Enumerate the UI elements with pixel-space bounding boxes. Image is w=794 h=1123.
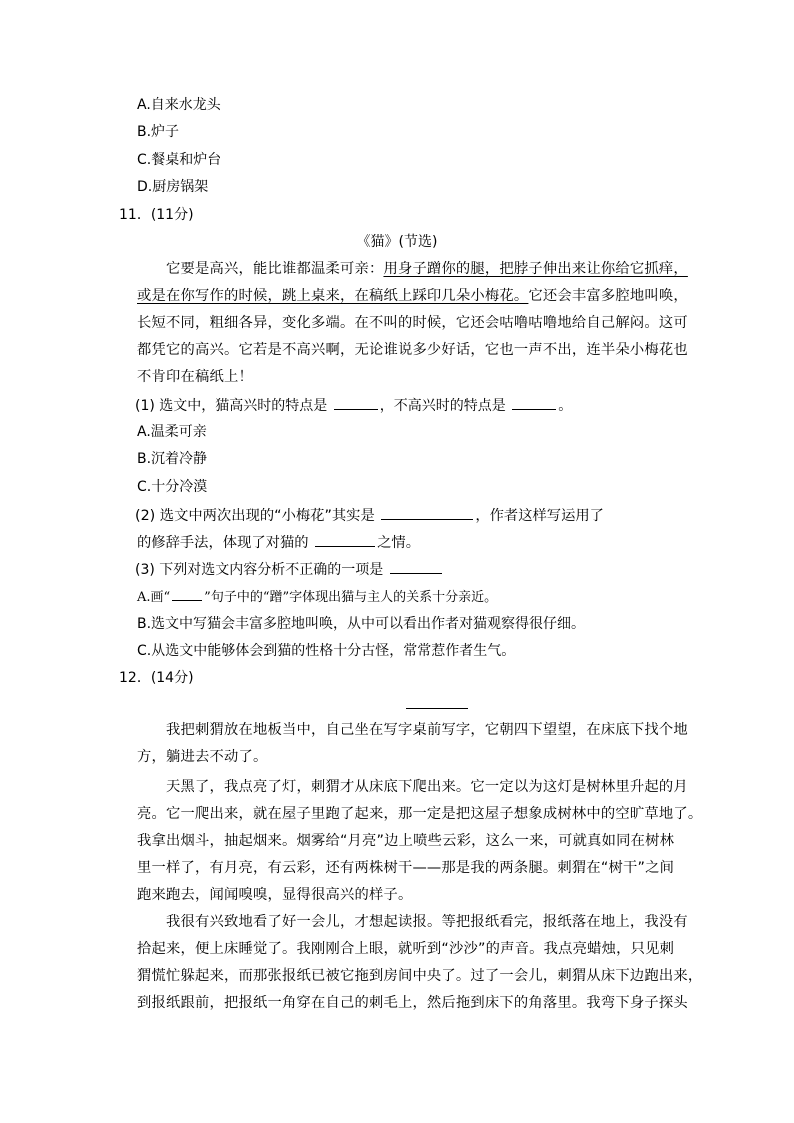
answer-blank[interactable] (381, 505, 473, 520)
sub-question-1: (1) 选文中，猫高兴时的特点是 ，不高兴时的特点是 。 (135, 395, 572, 416)
passage-line: 猬慌忙躲起来，而那张报纸已被它拖到房间中央了。过了一会儿，刺猬从床下边跑出来， (137, 968, 703, 984)
answer-blank[interactable] (315, 532, 375, 547)
answer-blank[interactable] (390, 559, 442, 574)
passage-line: 方，躺进去不动了。 (137, 749, 268, 765)
sub1-option-a: A.温柔可亲 (137, 424, 207, 440)
question-number-12: 12．(14分) (119, 670, 194, 686)
passage-line: 我拿出烟斗，抽起烟来。烟雾给“月亮”边上喷些云彩，这么一来，可就真如同在树林 (137, 833, 675, 849)
sub-question-2: (2) 选文中两次出现的“小梅花”其实是 ，作者这样写运用了 (135, 505, 604, 526)
sub3-option-c: C.从选文中能够体会到猫的性格十分古怪，常常惹作者生气。 (137, 643, 516, 659)
sub3-option-a: A.画“ ”句子中的“蹭”字体现出猫与主人的关系十分亲近。 (137, 586, 497, 608)
passage-line: 都凭它的高兴。它若是不高兴啊，无论谁说多少好话，它也一声不出，连半朵小梅花也 (137, 342, 688, 358)
option-a: A.自来水龙头 (137, 97, 221, 113)
option-b: B.炉子 (137, 124, 180, 140)
passage-line: 跑来跑去，闻闻嗅嗅，显得很高兴的样子。 (137, 887, 413, 903)
underlined-sentence: 或是在你写作的时候，跳上桌来，在稿纸上踩印几朵小梅花。 (137, 288, 529, 304)
passage-title: 《猫》(节选) (356, 234, 438, 250)
passage-line: 长短不同，粗细各异，变化多端。在不叫的时候，它还会咕噜咕噜地给自己解闷。这可 (137, 315, 688, 331)
answer-blank[interactable] (512, 395, 556, 410)
passage-line: 不肯印在稿纸上！ (137, 369, 253, 385)
passage-line: 亮。它一爬出来，就在屋子里跑了起来，那一定是把这屋子想象成树林中的空旷草地了。 (137, 806, 703, 822)
passage-line: 我把刺猬放在地板当中，自己坐在写字桌前写字，它朝四下望望，在床底下找个地 (166, 722, 688, 738)
underlined-sentence: 用身子蹭你的腿，把脖子伸出来让你给它抓痒， (383, 261, 688, 277)
option-c: C.餐桌和炉台 (137, 152, 222, 168)
passage-line: 或是在你写作的时候，跳上桌来，在稿纸上踩印几朵小梅花。它还会丰富多腔地叫唤， (137, 288, 688, 304)
sub3-option-b: B.选文中写猫会丰富多腔地叫唤，从中可以看出作者对猫观察得很仔细。 (137, 616, 586, 632)
option-d: D.厨房锅架 (137, 179, 209, 195)
sub1-option-b: B.沉着冷静 (137, 451, 208, 467)
sub1-option-c: C.十分冷漠 (137, 479, 208, 495)
passage-line: 拾起来，便上床睡觉了。我刚刚合上眼，就听到“沙沙”的声音。我点亮蜡烛，只见刺 (137, 941, 675, 957)
title-blank-line[interactable] (406, 708, 468, 709)
passage-line: 里一样了，有月亮，有云彩，还有两株树干——那是我的两条腿。刺猬在“树干”之间 (137, 860, 675, 876)
sub-question-3: (3) 下列对选文内容分析不正确的一项是 (135, 559, 444, 580)
passage-line: 天黑了，我点亮了灯，刺猬才从床底下爬出来。它一定以为这灯是树林里升起的月 (166, 779, 688, 795)
passage-line: 到报纸跟前，把报纸一角穿在自己的刺毛上，然后拖到床下的角落里。我弯下身子探头 (137, 995, 688, 1011)
answer-blank[interactable] (172, 586, 202, 601)
question-number-11: 11．(11分) (119, 207, 194, 223)
passage-line: 我很有兴致地看了好一会儿，才想起读报。等把报纸看完，报纸落在地上，我没有 (166, 914, 688, 930)
answer-blank[interactable] (334, 395, 378, 410)
passage-line: 它要是高兴，能比谁都温柔可亲：用身子蹭你的腿，把脖子伸出来让你给它抓痒， (166, 261, 688, 277)
sub-question-2-cont: 的修辞手法，体现了对猫的 之情。 (137, 532, 420, 553)
